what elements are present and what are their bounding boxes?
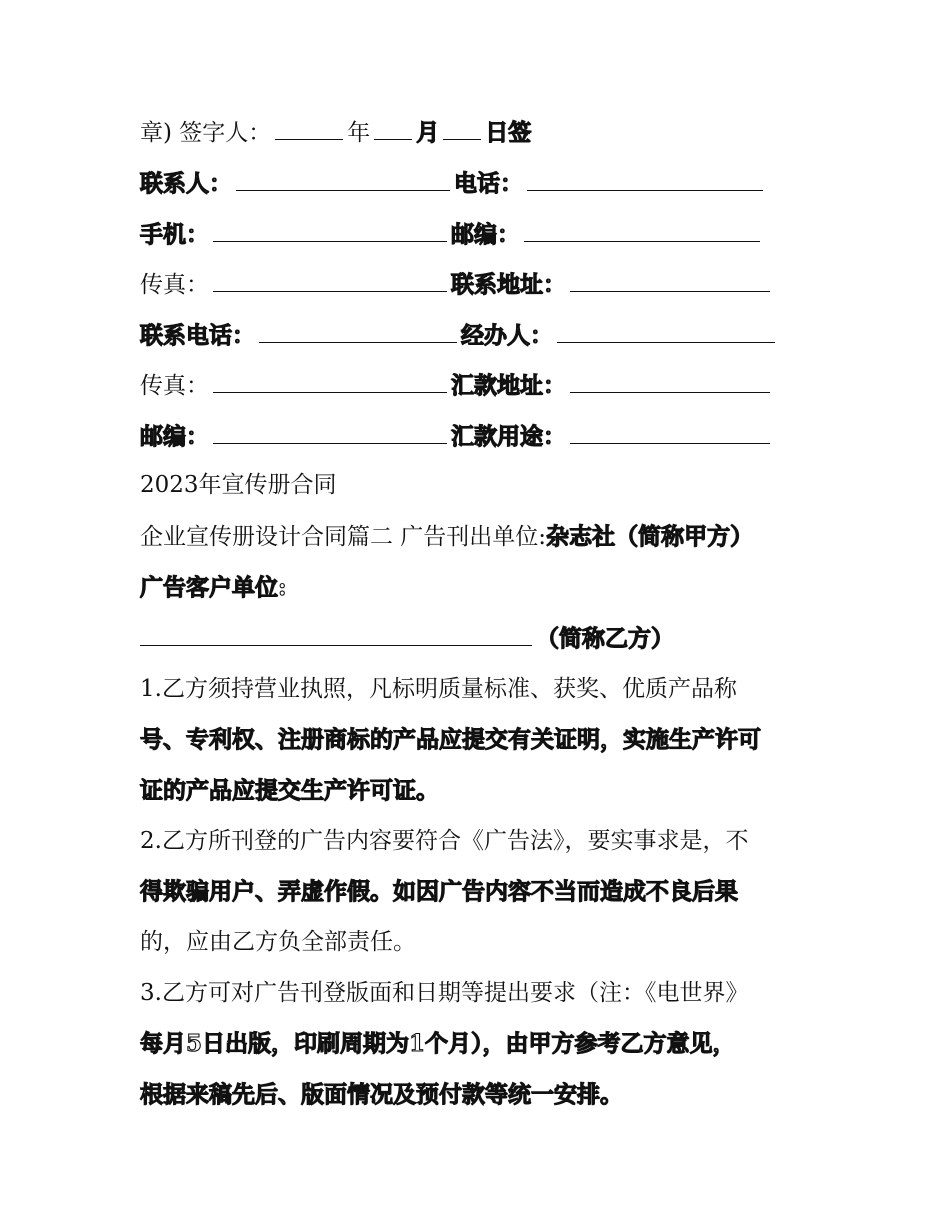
mobile-label: 手机： <box>140 221 209 248</box>
day-blank[interactable] <box>443 117 481 140</box>
fax-label-2: 传真： <box>140 373 209 399</box>
section-intro: 企业宣传册设计合同篇二 广告刊出单位: <box>140 524 547 550</box>
postcode-blank[interactable] <box>524 219 760 242</box>
postcode-label: 邮编： <box>451 221 520 248</box>
clause-3-line-1: 3.乙方可对广告刊登版面和日期等提出要求（注：《电世界》 <box>140 980 749 1006</box>
postcode-label-2: 邮编： <box>140 423 209 450</box>
contact-row <box>140 269 774 300</box>
party-b: （简称乙方） <box>536 625 674 652</box>
contact-person-label: 联系人： <box>140 170 232 197</box>
fax-blank-2[interactable] <box>213 370 447 393</box>
phone-label: 电话： <box>454 170 523 197</box>
party-a: 杂志社（简称甲方） <box>546 523 754 550</box>
remit-address-label: 汇款地址： <box>451 372 566 399</box>
contact-row <box>140 320 779 351</box>
clause-1-line-1: 1.乙方须持营业执照，凡标明质量标准、获奖、优质产品称 <box>140 676 737 702</box>
phone-blank[interactable] <box>527 168 763 191</box>
remit-purpose-label: 汇款用途： <box>451 423 566 450</box>
month-label: 月 <box>416 119 440 146</box>
clause-3-line-3: 根据来稿先后、版面情况及预付款等统一安排。 <box>140 1081 623 1108</box>
section-intro-line <box>140 522 753 552</box>
client-label <box>140 573 287 603</box>
signature-line <box>140 117 531 148</box>
year-blank[interactable] <box>275 117 343 140</box>
contact-phone-label: 联系电话： <box>140 322 255 349</box>
year-label: 年 <box>347 120 371 146</box>
party-b-line <box>140 623 674 654</box>
fax-label: 传真： <box>140 272 209 298</box>
postcode-blank-2[interactable] <box>213 421 447 444</box>
month-blank[interactable] <box>374 117 412 140</box>
clause-1-line-3: 证的产品应提交生产许可证。 <box>140 777 439 804</box>
clause-3-line-2: 每月5日出版，印刷周期为1个月），由甲方参考乙方意见， <box>140 1030 736 1057</box>
contact-row <box>140 370 774 401</box>
contact-row <box>140 168 767 199</box>
contact-row <box>140 421 774 452</box>
client-label-text: 广告客户单位: <box>140 574 287 601</box>
fax-blank[interactable] <box>213 269 447 292</box>
clause-2-line-2: 得欺骗用户、弄虚作假。如因广告内容不当而造成不良后果 <box>140 878 738 905</box>
doc-title: 2023年宣传册合同 <box>140 472 337 498</box>
contact-address-blank[interactable] <box>570 269 770 292</box>
contact-address-label: 联系地址： <box>451 271 566 298</box>
contact-phone-blank[interactable] <box>259 320 457 343</box>
clause-2-line-1: 2.乙方所刊登的广告内容要符合《广告法》，要实事求是，不 <box>140 828 749 854</box>
contact-row <box>140 219 764 250</box>
signature-prefix: 章) 签字人： <box>140 120 272 146</box>
clause-2-line-3: 的，应由乙方负全部责任。 <box>140 929 416 955</box>
handler-label: 经办人： <box>461 322 553 349</box>
remit-address-blank[interactable] <box>570 370 770 393</box>
contact-person-blank[interactable] <box>236 168 450 191</box>
mobile-blank[interactable] <box>213 219 447 242</box>
clause-1-line-2: 号、专利权、注册商标的产品应提交有关证明，实施生产许可 <box>140 726 761 753</box>
handler-blank[interactable] <box>557 320 775 343</box>
day-label: 日签 <box>485 119 532 146</box>
remit-purpose-blank[interactable] <box>570 421 770 444</box>
client-name-blank[interactable] <box>140 623 532 646</box>
